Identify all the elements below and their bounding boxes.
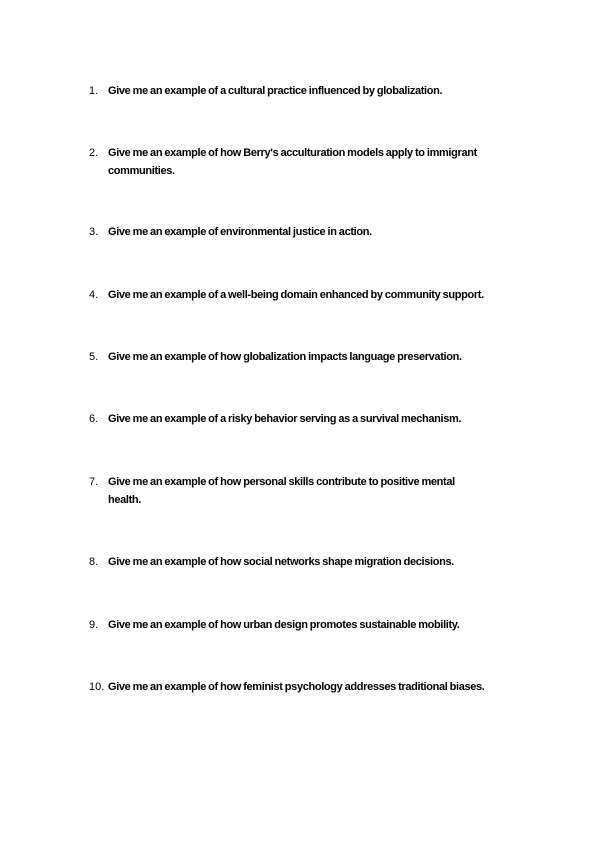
question-number: 9. (89, 619, 99, 631)
question-text: Give me an example of how feminist psychology addresses traditional biases. (108, 681, 485, 693)
question-number: 2. (89, 147, 99, 159)
question-item-7 (89, 473, 489, 509)
question-text: Give me an example of how globalization impacts language preservation. (108, 351, 462, 363)
question-text: Give me an example of environmental justice in action. (108, 226, 372, 238)
question-item-3 (89, 223, 529, 241)
question-item-8 (89, 553, 529, 571)
question-number: 1. (89, 85, 99, 97)
question-item-6 (89, 410, 529, 428)
question-number: 7. (89, 476, 99, 488)
question-number: 5. (89, 351, 99, 363)
question-item-1 (89, 82, 529, 100)
question-text: Give me an example of how personal skills contribute to positive mental health. (108, 476, 455, 506)
question-number: 8. (89, 556, 99, 568)
question-item-9 (89, 616, 529, 634)
question-number: 6. (89, 413, 99, 425)
question-text: Give me an example of how social networks shape migration decisions. (108, 556, 454, 568)
question-item-2 (89, 144, 509, 180)
question-number: 3. (89, 226, 99, 238)
question-text: Give me an example of how urban design promotes sustainable mobility. (108, 619, 460, 631)
question-number: 10. (89, 681, 105, 693)
question-text: Give me an example of how Berry's acculturation models apply to immigrant communities. (108, 147, 477, 177)
question-text: Give me an example of a well-being domain enhanced by community support. (108, 289, 484, 301)
question-item-5 (89, 348, 529, 366)
question-item-10 (89, 678, 549, 696)
question-item-4 (89, 286, 529, 304)
question-text: Give me an example of a cultural practice influenced by globalization. (108, 85, 443, 97)
question-text: Give me an example of a risky behavior serving as a survival mechanism. (108, 413, 462, 425)
question-number: 4. (89, 289, 99, 301)
